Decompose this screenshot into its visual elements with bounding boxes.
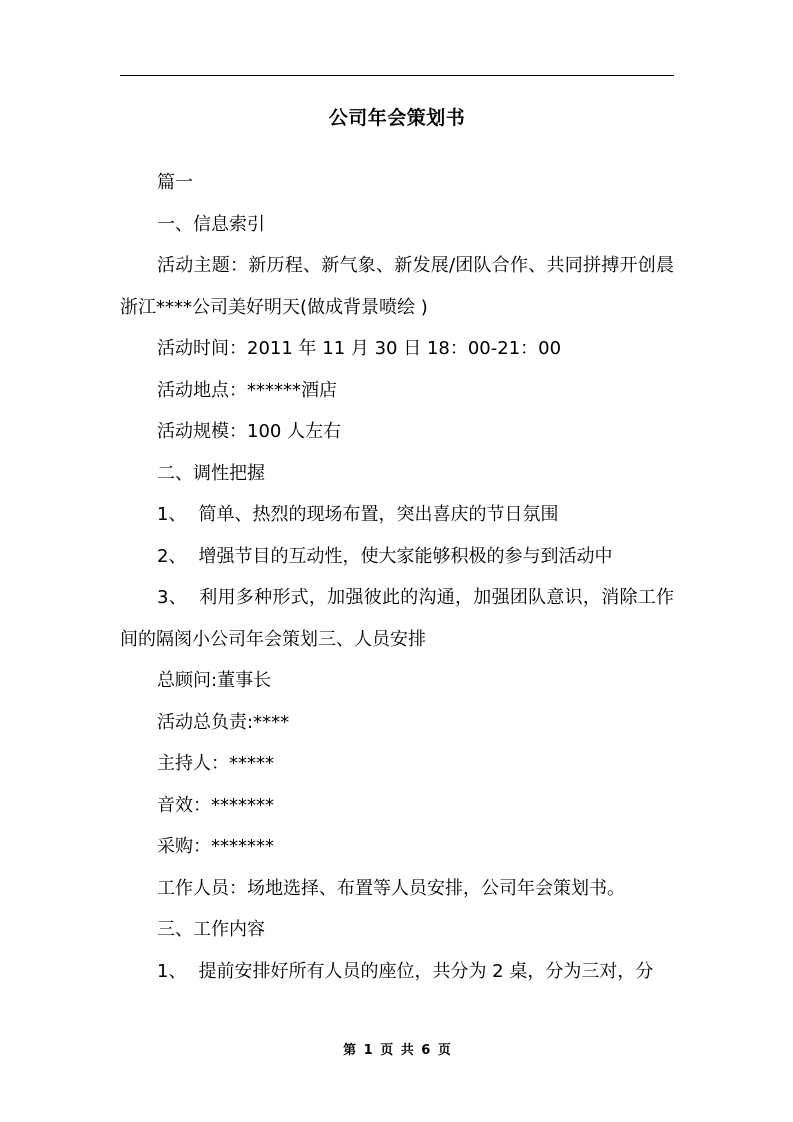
list-text: 增强节目的互动性，使大家能够积极的参与到活动中 — [198, 545, 613, 567]
paragraph-activity-location: 活动地点：******酒店 — [157, 379, 337, 401]
paragraph-sound: 音效：******* — [157, 794, 274, 816]
paragraph-host: 主持人：***** — [157, 753, 274, 774]
list-number: 2、 — [157, 545, 187, 567]
list-number: 3、 — [157, 587, 187, 608]
list-item-tone-1 — [120, 494, 674, 536]
paragraph-activity-theme: 活动主题：新历程、新气象、新发展/团队合作、共同拼搏开创晨浙江****公司美好明天(做成背景喷绘 ) — [120, 255, 674, 318]
list-number: 1、 — [157, 960, 187, 982]
list-number: 1、 — [157, 504, 187, 525]
list-item-work-1 — [120, 951, 674, 993]
list-item-tone-3 — [120, 577, 674, 660]
document-title: 公司年会策划书 — [328, 107, 466, 129]
paragraph-section-label: 篇一 — [157, 172, 193, 193]
paragraph-activity-scale: 活动规模：100 人左右 — [157, 421, 342, 442]
paragraph-activity-lead: 活动总负责:**** — [157, 711, 290, 733]
paragraph-general-advisor: 总顾问:董事长 — [157, 670, 272, 691]
paragraph-staff: 工作人员：场地选择、布置等人员安排，公司年会策划书。 — [157, 877, 625, 899]
list-text: 简单、热烈的现场布置，突出喜庆的节日氛围 — [198, 504, 559, 525]
paragraph-activity-time: 活动时间：2011 年 11 月 30 日 18：00-21：00 — [157, 338, 562, 359]
heading-work-content: 三、工作内容 — [157, 919, 265, 940]
heading-info-index: 一、信息索引 — [157, 213, 265, 235]
paragraph-purchasing: 采购：******* — [157, 836, 274, 857]
heading-tone: 二、调性把握 — [157, 462, 265, 484]
list-text: 利用多种形式，加强彼此的沟通，加强团队意识，消除工作间的隔阂小公司年会策划三、人员安排 — [120, 587, 675, 650]
list-text: 提前安排好所有人员的座位，共分为 2 桌，分为三对，分 — [198, 960, 654, 982]
document-body — [120, 162, 674, 992]
page-footer: 第 1 页 共 6 页 — [343, 1043, 451, 1058]
list-item-tone-2 — [120, 536, 674, 578]
header-rule — [120, 75, 674, 76]
